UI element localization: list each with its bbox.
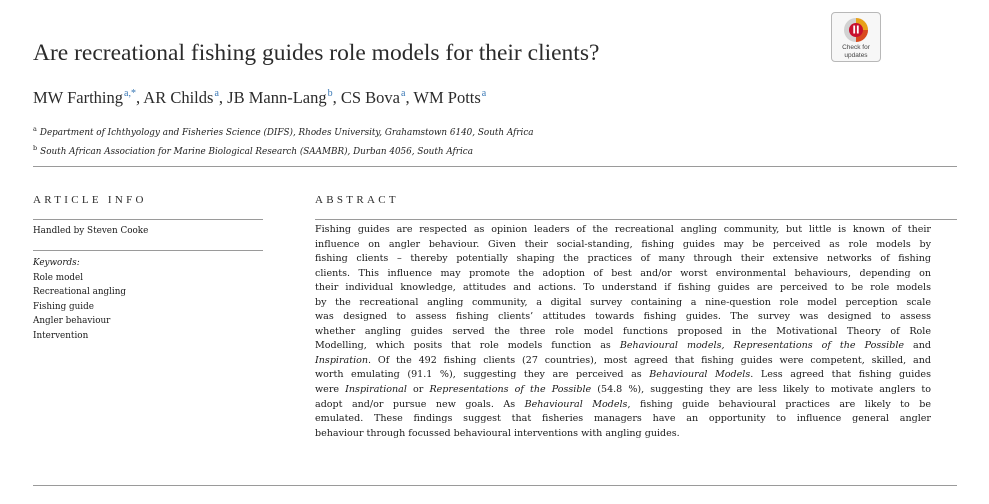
abstract-text: clients. This influence may promote the adoption of best and/or worst environmental behaviours, depending on [315,267,931,279]
abstract-line [315,368,931,383]
keywords-label: Keywords: [33,258,80,268]
abstract-divider [315,219,957,220]
keywords-block [33,271,126,343]
abstract-line [315,223,931,238]
abstract-text: worth emulating (91.1 %), suggesting they are perceived as [315,369,650,381]
author-name[interactable]: MW Farthing [33,88,123,107]
author-affil-mark[interactable]: b [327,88,333,99]
abstract-text: were [315,384,346,396]
abstract-line [315,310,931,325]
abstract-heading: ABSTRACT [315,194,399,206]
abstract-italic-text: Inspirational [345,384,407,396]
abstract-text: adopt and/or pursue new goals. As [315,398,525,410]
author-name[interactable]: CS Bova [340,88,400,107]
abstract-line [315,383,931,398]
abstract-line [315,267,931,282]
author-name[interactable]: WM Potts [413,88,481,107]
check-for-updates-icon [843,17,869,43]
abstract-line [315,398,931,413]
affiliation-text: Department of Ichthyology and Fisheries Science (DIFS), Rhodes University, Grahamstown 6140, South Africa [39,128,534,138]
keyword-item: Role model [33,273,84,283]
abstract-text: or [406,384,430,396]
author-affil-mark[interactable]: a [481,88,487,99]
article-info-heading: ARTICLE INFO [33,194,147,206]
abstract-italic-text: Behavioural Models [524,398,628,410]
abstract-text: their individual knowledge, attitudes and actions. To understand if fishing guides are perceived to be role models [315,282,931,294]
abstract-text: emulated. These findings suggest that fisheries managers have an opportunity to influence general angler [315,413,931,425]
author-list: MW Farthing$^{a,*}$, AR Childs$^a$, JB Mann-Lang$^b$, CS Bova$^a$, WM Potts$^a$ [33,88,487,107]
paper-title: Are recreational fishing guides role models for their clients? [33,40,600,66]
author-affil-mark[interactable]: a,* [124,88,136,99]
abstract-text: and [904,340,931,352]
affiliation-text: South African Association for Marine Biological Research (SAAMBR), Durban 4056, South Africa [40,147,473,157]
abstract-text: (54.8 %), suggesting they are less likely to motivate anglers to [591,384,931,396]
abstract-italic-text: Inspiration [315,354,369,366]
check-for-updates-badge[interactable] [831,12,881,62]
handled-by: Handled by Steven Cooke [33,226,149,236]
abstract-text: influence on angler behaviour. Given their social-standing, fishing guides may be perceived as role models by [315,238,931,250]
abstract-line [315,281,931,296]
keyword-item: Fishing guide [33,301,94,312]
abstract-text: , fishing guide behavioural practices are likely to be [627,398,931,410]
footer-divider [33,485,957,486]
abstract-text: was designed to assess fishing clients’ attitudes towards fishing guides. The survey was designed to assess [315,311,931,323]
abstract-text: by the recreational angling community, a digital survey containing a nine-question role model perception scale [315,296,931,308]
abstract-line [315,412,931,427]
abstract-text: Fishing guides are respected as opinion leaders of the recreational angling community, but little is known of their [315,224,931,235]
affiliation-mark: b [33,144,38,152]
affiliation-item [33,122,534,141]
abstract-italic-text: Behavioural Models [649,369,751,381]
abstract-text: behaviour through focussed behavioural interventions with angling guides. [315,427,680,439]
author-name[interactable]: AR Childs [143,88,214,107]
affiliation-mark: a [33,125,37,133]
keyword-item: Recreational angling [33,287,127,298]
author-affil-mark[interactable]: a [214,88,219,99]
badge-label-2: updates [844,52,868,59]
abstract-line [315,354,931,369]
article-info-divider [33,219,263,220]
abstract-line [315,238,931,253]
abstract-text: fishing clients – thereby potentially shaping the practices of many through their extensive networks of fishing [315,253,931,265]
author-affil-mark[interactable]: a [401,88,406,99]
affiliations [33,122,534,160]
badge-label-1: Check for [842,44,870,51]
header-divider [33,166,957,167]
abstract-text: Modelling, which posits that role models function as [315,340,620,352]
affiliation-item [33,141,534,160]
abstract-line [315,252,931,267]
handled-by-divider [33,250,263,251]
abstract-line [315,339,931,354]
abstract-text: whether angling guides served the three role model functions proposed in the Motivational Theory of Role [315,325,931,337]
abstract-line [315,325,931,340]
abstract-italic-text: Representations of the Possible [429,384,592,396]
abstract-italic-text: Behavioural models, Representations of the Possible [619,340,905,352]
abstract-line [315,296,931,311]
author-name[interactable]: JB Mann-Lang [227,88,327,107]
abstract-line [315,427,931,442]
abstract-body [315,223,931,441]
keyword-item: Intervention [33,330,89,341]
abstract-text: . Less agreed that fishing guides [750,369,931,381]
keyword-item: Angler behaviour [33,316,111,327]
abstract-text: . Of the 492 fishing clients (27 countries), most agreed that fishing guides were competent, skilled, and [368,354,931,366]
